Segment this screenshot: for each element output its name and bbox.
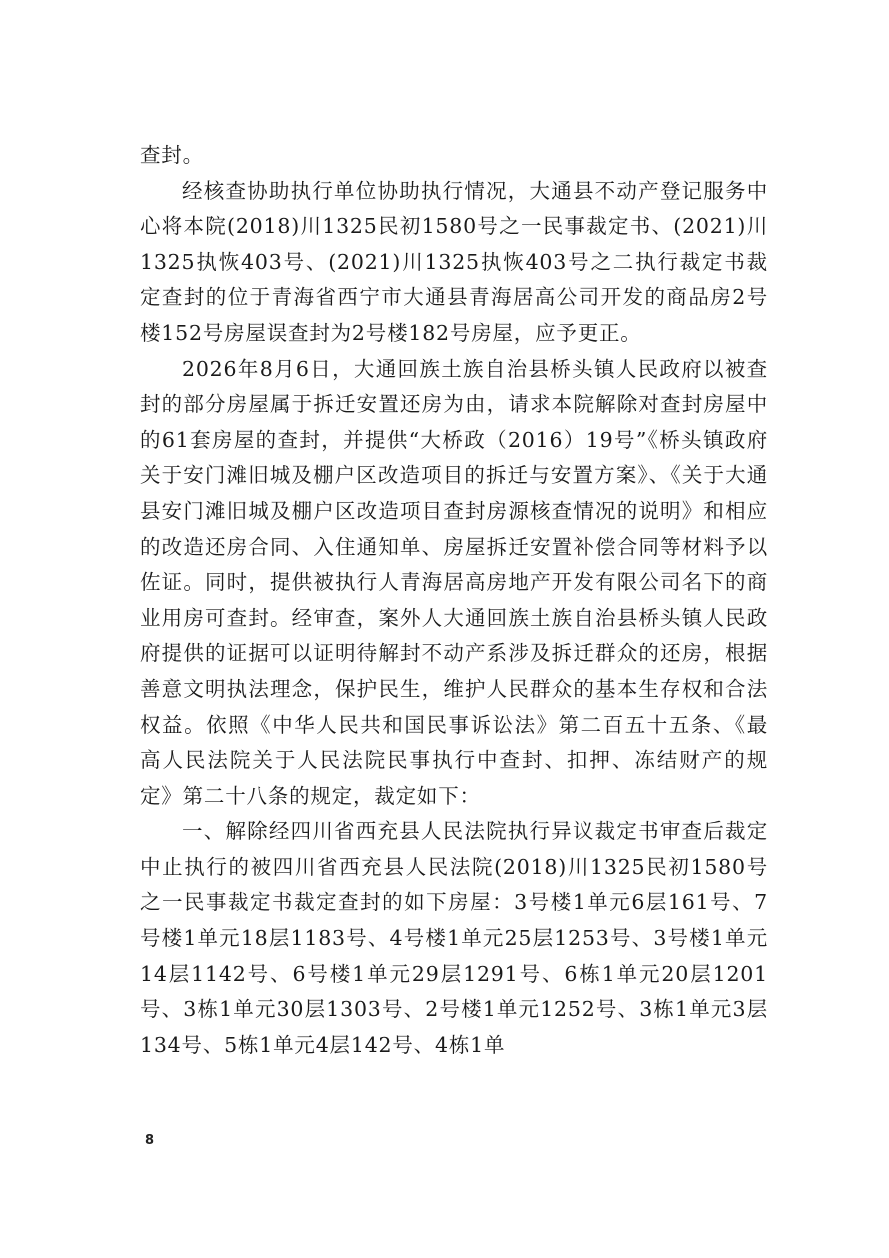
document-body — [140, 138, 768, 1063]
paragraph-verification: 经核查协助执行单位协助执行情况，大通县不动产登记服务中心将本院(2018)川1325民初1580号之一民事裁定书、(2021)川1325执恢403号、(2021)川1325执恢403号之二执行裁定书裁定查封的位于青海省西宁市大通县青海居高公司开发的商品房2号楼152号房屋误查封为2号楼182号房屋，应予更正。 — [140, 178, 768, 345]
page-number: 8 — [145, 1133, 155, 1148]
paragraph-ruling-item-1: 一、解除经四川省西充县人民法院执行异议裁定书审查后裁定中止执行的被四川省西充县人民法院(2018)川1325民初1580号之一民事裁定书裁定查封的如下房屋：3号楼1单元6层161号、7号楼1单元18层1183号、4号楼1单元25层1253号、3号楼1单元14层1142号、6号楼1单元29层1291号、6栋1单元20层1201号、3栋1单元30层1303号、2号楼1单元1252号、3栋1单元3层134号、5栋1单元4层142号、4栋1单 — [140, 819, 768, 1057]
paragraph-request: 2026年8月6日，大通回族土族自治县桥头镇人民政府以被查封的部分房屋属于拆迁安置还房为由，请求本院解除对查封房屋中的61套房屋的查封，并提供“大桥政（2016）19号”《桥头镇政府关于安门滩旧城及棚户区改造项目的拆迁与安置方案》、《关于大通县安门滩旧城及棚户区改造项目查封房源核查情况的说明》和相应的改造还房合同、入住通知单、房屋拆迁安置补偿合同等材料予以佐证。同时，提供被执行人青海居高房地产开发有限公司名下的商业用房可查封。经审查，案外人大通回族土族自治县桥头镇人民政府提供的证据可以证明待解封不动产系涉及拆迁群众的还房，根据善意文明执法理念，保护民生，维护人民群众的基本生存权和合法权益。依照《中华人民共和国民事诉讼法》第二百五十五条、《最高人民法院关于人民法院民事执行中查封、扣押、冻结财产的规定》第二十八条的规定，裁定如下： — [140, 356, 768, 808]
paragraph-continuation: 查封。 — [140, 143, 204, 167]
